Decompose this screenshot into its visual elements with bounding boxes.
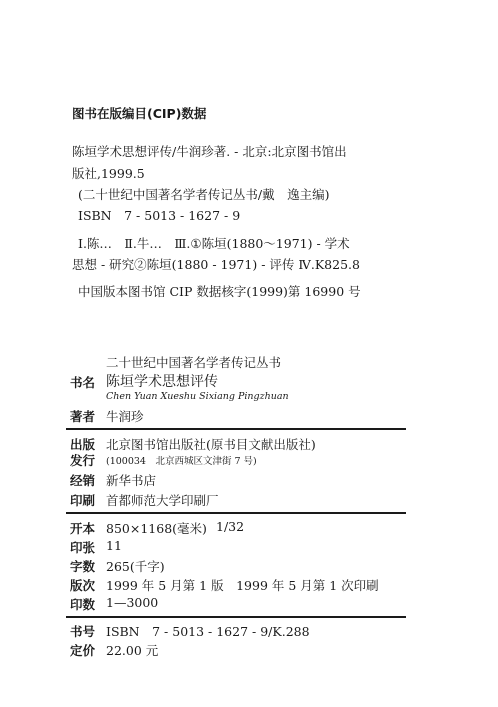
publisher: 北京图书馆出版社(原书目文献出版社) [106,437,316,452]
author-label: 著者 [70,409,96,424]
seller: 新华书店 [106,473,157,488]
format-label: 开本 [70,521,96,536]
book-title: 陈垣学术思想评传 [106,374,218,390]
series-name: 二十世纪中国著名学者传记丛书 [106,355,282,370]
price: 22.00 元 [106,643,159,658]
cip-heading: 图书在版编目(CIP)数据 [72,106,207,121]
cip-line-7: 中国版本图书馆 CIP 数据核字(1999)第 16990 号 [78,284,361,299]
sheets: 11 [106,538,122,553]
edition-label: 版次 [70,578,96,593]
printer: 首都师范大学印刷厂 [106,493,219,508]
publish-label: 出版 [70,437,96,452]
cip-line-5: Ⅰ.陈… Ⅱ.牛… Ⅲ.①陈垣(1880～1971) - 学术 [78,236,350,251]
sheets-label: 印张 [70,540,96,555]
printer-label: 印刷 [70,493,96,508]
format-size: 850×1168(毫米) [106,521,207,536]
cip-line-6: 思想 - 研究②陈垣(1880 - 1971) - 评传 Ⅳ.K825.8 [72,257,360,272]
price-label: 定价 [70,643,96,658]
word-count: 265(千字) [106,559,165,574]
cip-line-1: 陈垣学术思想评传/牛润珍著. - 北京:北京图书馆出 [72,144,347,159]
cip-line-2: 版社,1999.5 [72,166,145,181]
edition: 1999 年 5 月第 1 版 1999 年 5 月第 1 次印刷 [106,578,379,593]
seller-label: 经销 [70,473,96,488]
divider-2 [66,512,406,514]
words-label: 字数 [70,559,96,574]
isbn-label: 书号 [70,624,96,639]
title-label: 书名 [70,375,96,390]
copies-label: 印数 [70,597,96,612]
divider-3 [66,616,406,618]
author-name: 牛润珍 [106,409,144,424]
format-fold: 1/32 [216,519,245,534]
cip-line-4: ISBN 7 - 5013 - 1627 - 9 [78,208,241,223]
isbn-number: ISBN 7 - 5013 - 1627 - 9/K.288 [106,624,310,639]
publisher-address: (100034 北京西城区文津街 7 号) [106,456,257,467]
print-run: 1—3000 [106,595,159,610]
divider-1 [66,428,406,430]
distribute-label: 发行 [70,453,96,468]
cip-line-3: (二十世纪中国著名学者传记丛书/戴 逸主编) [78,187,330,202]
book-title-pinyin: Chen Yuan Xueshu Sixiang Pingzhuan [106,391,289,402]
